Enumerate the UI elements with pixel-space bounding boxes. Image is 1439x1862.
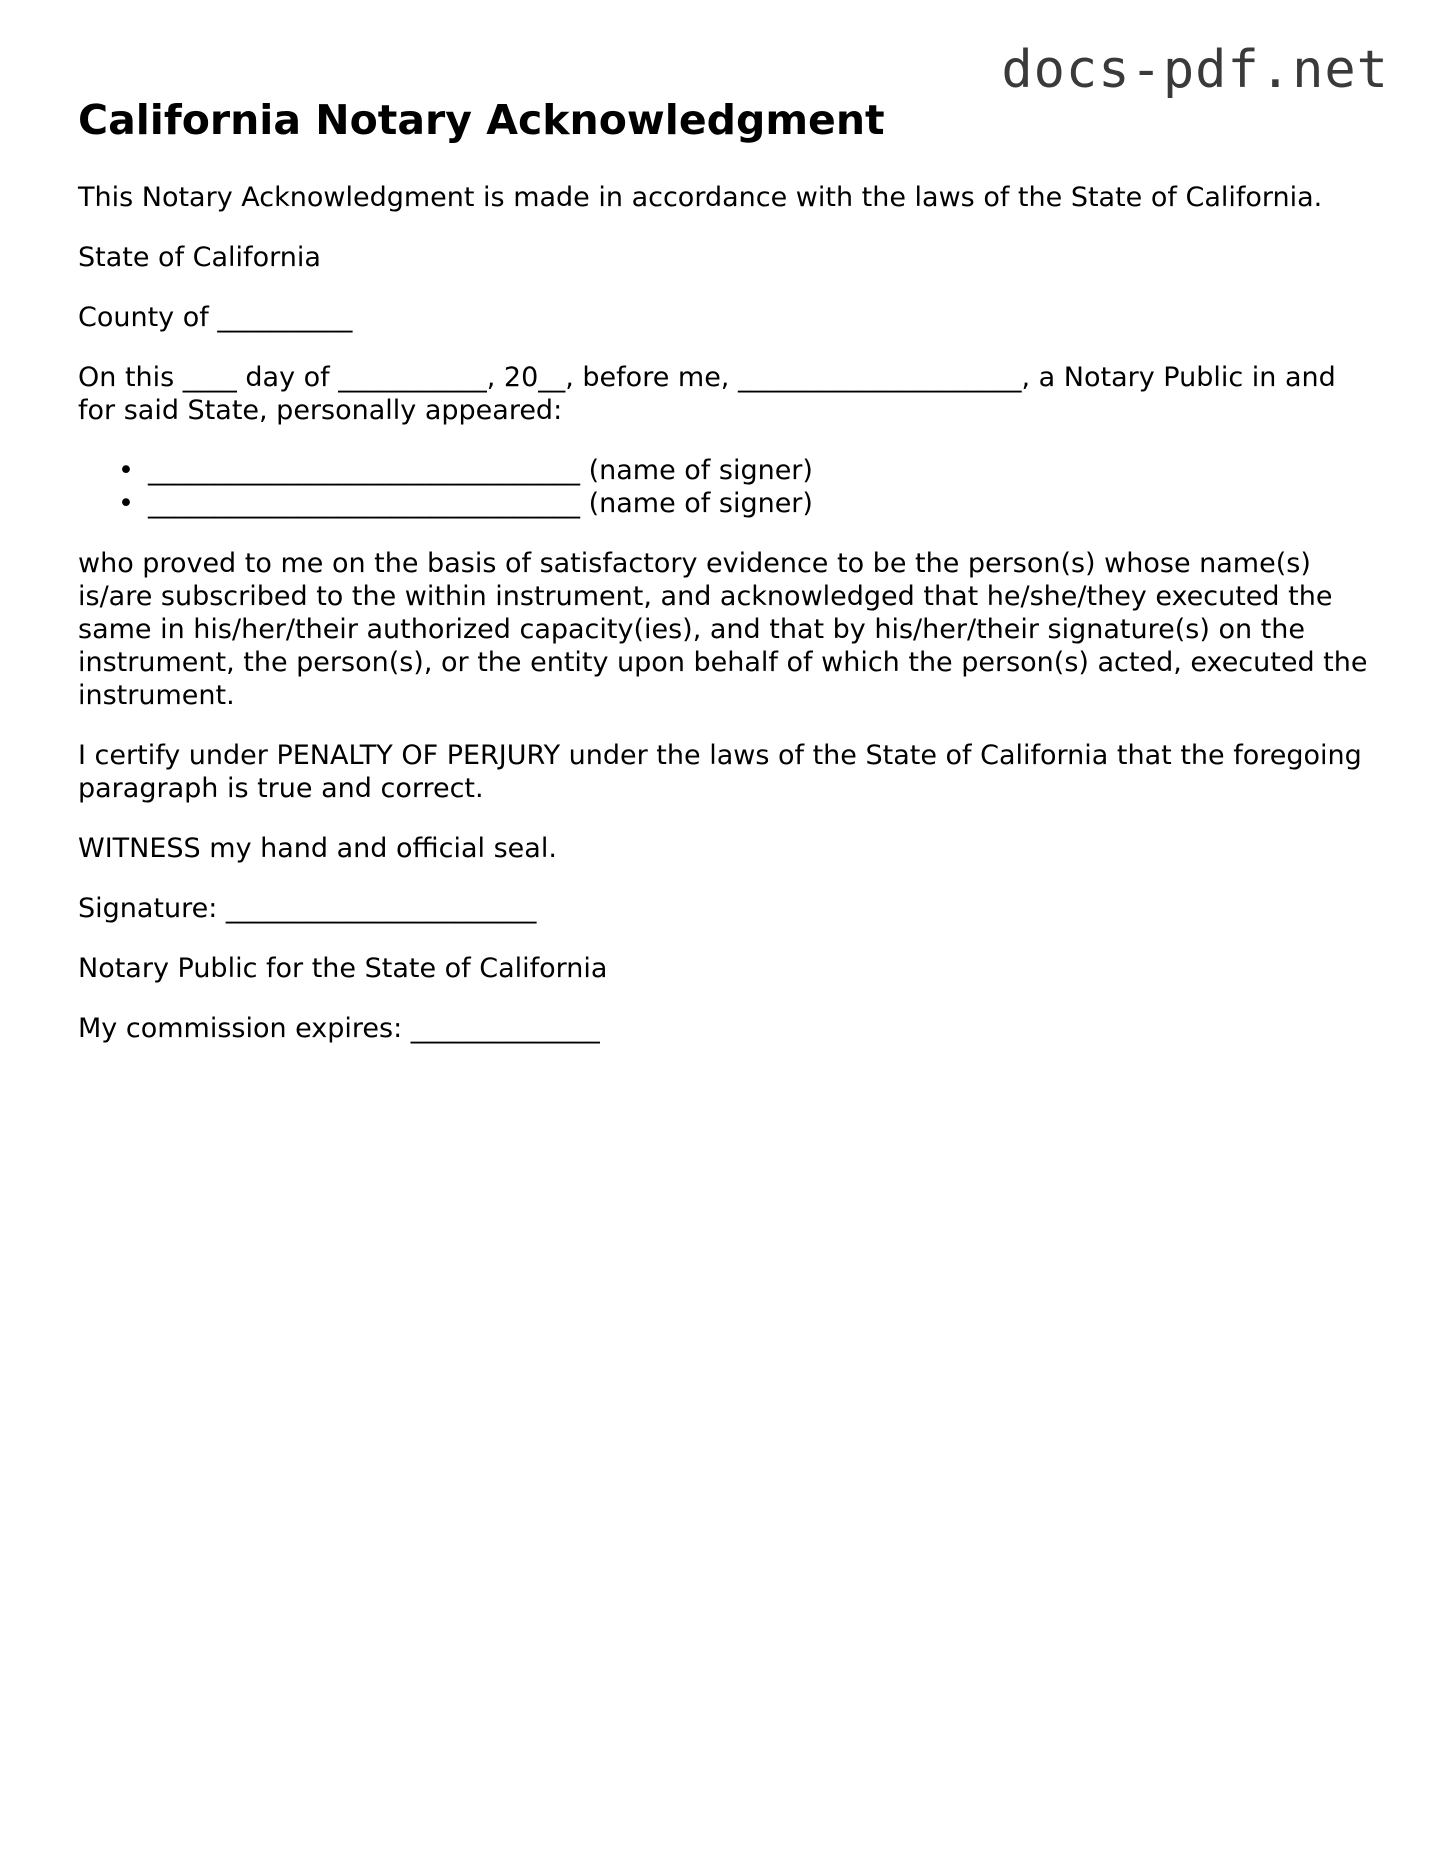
document-body xyxy=(78,96,1368,1072)
page-title: California Notary Acknowledgment xyxy=(78,96,885,144)
notary-line: Notary Public for the State of California xyxy=(78,953,608,985)
intro-paragraph: This Notary Acknowledgment is made in accordance with the laws of the State of California. xyxy=(78,182,1323,214)
certify-paragraph: I certify under PENALTY OF PERJURY under the laws of the State of California that the foregoing paragraph is true and correct. xyxy=(78,740,1362,805)
proof-paragraph: who proved to me on the basis of satisfactory evidence to be the person(s) whose name(s) is/are subscribed to the within instrument, and acknowledged that he/she/they executed the same in his/her/their authorized capacity(ies), and that by his/her/their signature(s) on the instrument, the person(s), or the entity upon behalf of which the person(s) acted, executed the instrument. xyxy=(78,548,1368,712)
bullet-icon: • xyxy=(118,488,134,520)
list-item xyxy=(118,454,1368,487)
commission-line: My commission expires: ______________ xyxy=(78,1013,600,1045)
signer-line: ________________________________ (name of signer) xyxy=(148,488,813,520)
county-line: County of __________ xyxy=(78,302,353,334)
list-item xyxy=(118,487,1368,520)
appearance-paragraph: On this ____ day of ___________, 20__, before me, _____________________, a Notary Public in and for said State, personally appeared: xyxy=(78,362,1336,427)
bullet-icon: • xyxy=(118,455,134,487)
signer-line: ________________________________ (name of signer) xyxy=(148,455,813,487)
signer-list xyxy=(78,454,1368,520)
state-line: State of California xyxy=(78,242,321,274)
signature-line: Signature: _______________________ xyxy=(78,893,537,925)
witness-line: WITNESS my hand and official seal. xyxy=(78,833,557,865)
watermark-text: docs-pdf.net xyxy=(1001,40,1389,100)
